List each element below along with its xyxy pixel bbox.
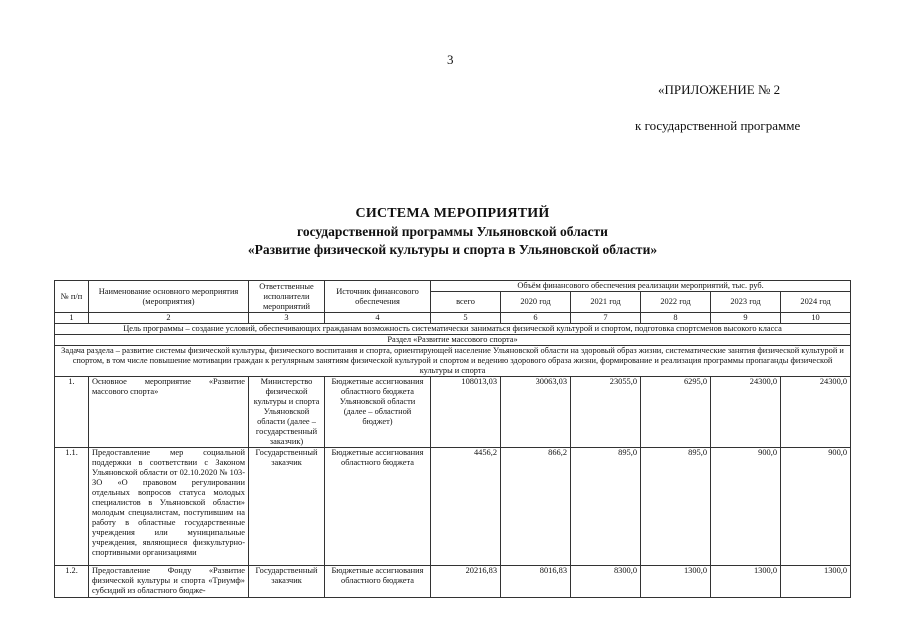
col-number: 1 xyxy=(55,313,89,324)
header-num: № п/п xyxy=(55,281,89,313)
col-number: 9 xyxy=(711,313,781,324)
row-2021: 23055,0 xyxy=(571,377,641,448)
row-source: Бюджетные ассигнования областного бюджета xyxy=(325,448,431,566)
col-number: 8 xyxy=(641,313,711,324)
col-number: 3 xyxy=(249,313,325,324)
appendix-label: «ПРИЛОЖЕНИЕ № 2 xyxy=(658,82,781,97)
document-title-line3: «Развитие физической культуры и спорта в Ульяновской области» xyxy=(247,242,658,257)
row-2024: 1300,0 xyxy=(781,566,851,598)
section-task: Задача раздела – развитие системы физической культуры, физического воспитания и спорта, ориентирующей население Ульяновской области на здоровый образ жизни, систематические занятия физической культурой и спортом, в том числе повышение мотивации граждан к регулярным занятиям физической культурой и спортом и ведению здорового образа жизни, формирование и реализация программы пропаганды физической культуры и спорта xyxy=(55,346,851,377)
row-num: 1. xyxy=(55,377,89,448)
row-2024: 24300,0 xyxy=(781,377,851,448)
header-total: всего xyxy=(431,292,501,313)
row-2023: 24300,0 xyxy=(711,377,781,448)
col-number: 5 xyxy=(431,313,501,324)
row-2020: 866,2 xyxy=(501,448,571,566)
measures-table xyxy=(54,280,851,598)
header-2022: 2022 год xyxy=(641,292,711,313)
row-2023: 900,0 xyxy=(711,448,781,566)
document-title: СИСТЕМА МЕРОПРИЯТИЙ xyxy=(355,206,550,221)
row-2022: 895,0 xyxy=(641,448,711,566)
row-2020: 30063,03 xyxy=(501,377,571,448)
header-2024: 2024 год xyxy=(781,292,851,313)
row-2021: 895,0 xyxy=(571,448,641,566)
row-executor: Государственный заказчик xyxy=(249,448,325,566)
header-volume: Объём финансового обеспечения реализации мероприятий, тыс. руб. xyxy=(431,281,851,292)
page-number: 3 xyxy=(447,52,454,67)
row-2023: 1300,0 xyxy=(711,566,781,598)
section-title: Раздел «Развитие массового спорта» xyxy=(55,335,851,346)
table-row xyxy=(55,566,851,598)
header-source: Источник финансового обеспечения xyxy=(325,281,431,313)
row-total: 4456,2 xyxy=(431,448,501,566)
table-row xyxy=(55,377,851,448)
document-title-line2: государственной программы Ульяновской области xyxy=(297,224,608,239)
row-2022: 1300,0 xyxy=(641,566,711,598)
col-number: 10 xyxy=(781,313,851,324)
row-executor: Государственный заказчик xyxy=(249,566,325,598)
row-2024: 900,0 xyxy=(781,448,851,566)
col-number: 2 xyxy=(89,313,249,324)
header-2023: 2023 год xyxy=(711,292,781,313)
row-source: Бюджетные ассигнования областного бюджета Ульяновской области (далее – областной бюджет) xyxy=(325,377,431,448)
row-total: 108013,03 xyxy=(431,377,501,448)
row-name: Предоставление Фонду «Развитие физической культуры и спорта «Триумф» субсидий из областного бюдже- xyxy=(89,566,249,598)
row-2022: 6295,0 xyxy=(641,377,711,448)
program-goal: Цель программы – создание условий, обеспечивающих гражданам возможность систематически заниматься физической культурой и спортом, подготовка спортсменов высокого класса xyxy=(55,324,851,335)
header-name: Наименование основного мероприятия (мероприятия) xyxy=(89,281,249,313)
header-2020: 2020 год xyxy=(501,292,571,313)
row-num: 1.1. xyxy=(55,448,89,566)
row-2021: 8300,0 xyxy=(571,566,641,598)
table-row xyxy=(55,448,851,566)
col-number: 7 xyxy=(571,313,641,324)
row-name: Основное мероприятие «Развитие массового спорта» xyxy=(89,377,249,448)
row-2020: 8016,83 xyxy=(501,566,571,598)
appendix-subtitle: к государственной программе xyxy=(635,118,801,133)
row-name: Предоставление мер социальной поддержки в соответствии с Законом Ульяновской области от 02.10.2020 № 103-ЗО «О правовом регулировании отдельных вопросов статуса молодых специалистов в Ульяновской области» молодым специалистам, поступившим на работу в областные государственные учреждения или муниципальные учреждения, являющиеся физкультурно-спортивными организациями xyxy=(89,448,249,566)
header-2021: 2021 год xyxy=(571,292,641,313)
col-number: 4 xyxy=(325,313,431,324)
col-number: 6 xyxy=(501,313,571,324)
row-executor: Министерство физической культуры и спорта Ульяновской области (далее – государственный заказчик) xyxy=(249,377,325,448)
header-executors: Ответственные исполнители мероприятий xyxy=(249,281,325,313)
row-total: 20216,83 xyxy=(431,566,501,598)
row-source: Бюджетные ассигнования областного бюджета xyxy=(325,566,431,598)
row-num: 1.2. xyxy=(55,566,89,598)
